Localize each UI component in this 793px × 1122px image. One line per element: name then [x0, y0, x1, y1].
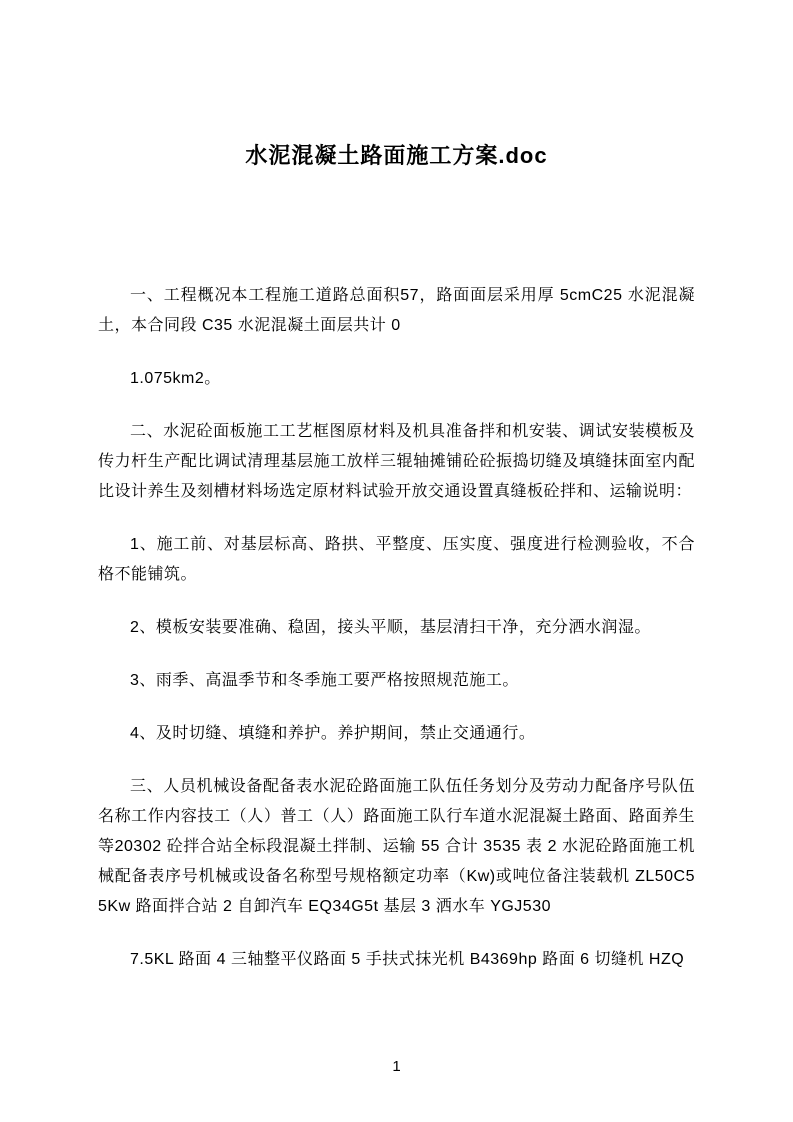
page-number: 1 [392, 1058, 401, 1075]
document-body [98, 281, 695, 975]
paragraph: 1.075km2。 [130, 370, 221, 387]
document-title: 水泥混凝土路面施工方案.doc [245, 143, 548, 168]
paragraph: 2、模板安装要准确、稳固，接头平顺，基层清扫干净，充分洒水润湿。 [130, 619, 651, 636]
paragraph: 1、施工前、对基层标高、路拱、平整度、压实度、强度进行检测验收，不合格不能铺筑。 [98, 536, 695, 583]
paragraph: 三、人员机械设备配备表水泥砼路面施工队伍任务划分及劳动力配备序号队伍名称工作内容技工（人）普工（人）路面施工队行车道水泥混凝土路面、路面养生等20302 砼拌合站全标段混凝土拌制、运输 55 合计 3535 表 2 水泥砼路面施工机械配备表序号机械或设备名称型号规格额定功率（Kw)或吨位备注装载机 ZL50C55Kw 路面拌合站 2 自卸汽车 EQ34G5t 基层 3 洒水车 YGJ530 [98, 778, 695, 915]
paragraph: 3、雨季、高温季节和冬季施工要严格按照规范施工。 [130, 672, 519, 689]
paragraph: 二、水泥砼面板施工工艺框图原材料及机具准备拌和机安装、调试安装模板及传力杆生产配比调试清理基层施工放样三辊轴摊铺砼砼振捣切缝及填缝抹面室内配比设计养生及刻槽材料场选定原材料试验开放交通设置真缝板砼拌和、运输说明： [98, 423, 695, 500]
paragraph: 7.5KL 路面 4 三轴整平仪路面 5 手扶式抹光机 B4369hp 路面 6 切缝机 HZQ [130, 951, 685, 968]
paragraph: 一、工程概况本工程施工道路总面积57，路面面层采用厚 5cmC25 水泥混凝土，本合同段 C35 水泥混凝土面层共计 0 [98, 287, 695, 334]
paragraph: 4、及时切缝、填缝和养护。养护期间，禁止交通通行。 [130, 725, 536, 742]
